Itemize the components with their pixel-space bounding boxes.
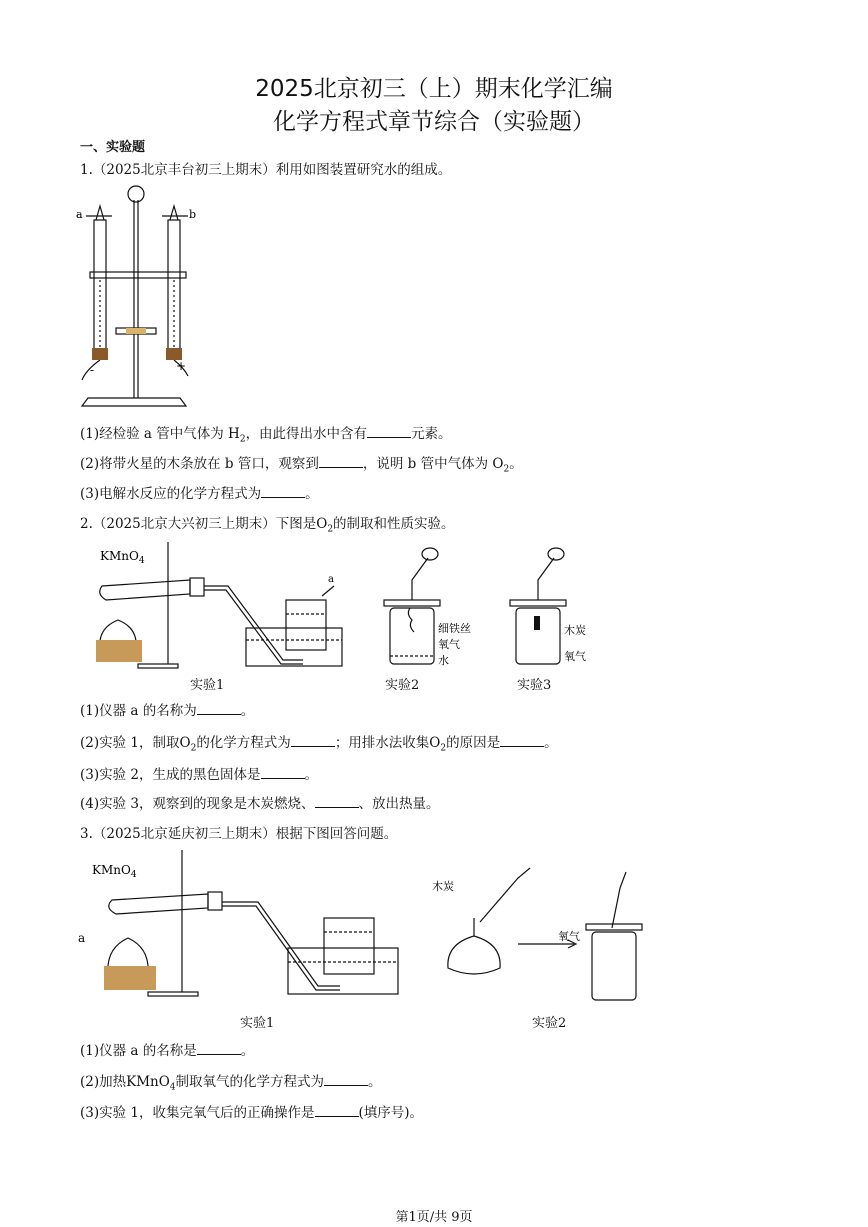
q1-label-a: a xyxy=(76,208,83,221)
q2-part2: (2)实验 1，制取$O_2$的化学方程式为 ；用排水法收集$O_2$的原因是 。 xyxy=(80,735,558,754)
q2-caption-2: 实验2 xyxy=(385,678,420,693)
q3-caption-1: 实验1 xyxy=(240,1016,275,1031)
q1-part1: (1)经检验 a 管中气体为 $H_2$，由此得出水中含有 元素。 xyxy=(80,426,452,445)
answer-blank[interactable] xyxy=(197,702,241,715)
q3-part1: (1)仪器 a 的名称是 。 xyxy=(80,1043,255,1059)
answer-blank[interactable] xyxy=(315,795,359,808)
q3-label-charcoal: 木炭 xyxy=(432,880,454,893)
answer-blank[interactable] xyxy=(315,1104,359,1117)
q2-label-kmno4: KMnO$_4$ xyxy=(100,549,145,566)
q2-experiments-figure xyxy=(78,540,598,670)
q2-part3: (3)实验 2，生成的黑色固体是 。 xyxy=(80,767,319,783)
answer-blank[interactable] xyxy=(319,455,363,468)
answer-blank[interactable] xyxy=(367,425,411,438)
answer-blank[interactable] xyxy=(291,734,335,747)
q3-part3: (3)实验 1，收集完氧气后的正确操作是 (填序号)。 xyxy=(80,1105,424,1121)
q2-label-charcoal: 木炭 xyxy=(564,624,586,637)
q1-stem: 1.（2025北京丰台初三上期末）利用如图装置研究水的组成。 xyxy=(80,162,452,178)
q2-part1: (1)仪器 a 的名称为 。 xyxy=(80,703,255,719)
page-subtitle: 化学方程式章节综合（实验题） xyxy=(273,109,595,135)
page-footer: 第1页/共 9页 xyxy=(395,1210,473,1225)
answer-blank[interactable] xyxy=(324,1073,368,1086)
q2-stem: 2.（2025北京大兴初三上期末）下图是$O_2$的制取和性质实验。 xyxy=(80,516,455,535)
q2-label-wire: 细铁丝 xyxy=(438,622,471,635)
q1-label-b: b xyxy=(189,208,196,221)
q2-label-oxygen: 氧气 xyxy=(438,638,460,651)
answer-blank[interactable] xyxy=(261,485,305,498)
answer-blank[interactable] xyxy=(500,734,544,747)
q1-part3: (3)电解水反应的化学方程式为 。 xyxy=(80,486,319,502)
q2-caption-3: 实验3 xyxy=(517,678,552,693)
section-heading: 一、实验题 xyxy=(80,140,146,155)
q3-experiments-figure xyxy=(78,848,648,1004)
answer-blank[interactable] xyxy=(197,1042,241,1055)
q1-label-minus: - xyxy=(90,363,95,377)
q3-label-oxygen: 氧气 xyxy=(558,930,580,943)
q2-part4: (4)实验 3，观察到的现象是木炭燃烧、 、放出热量。 xyxy=(80,796,440,812)
q3-label-a: a xyxy=(78,931,86,945)
page-title: 2025北京初三（上）期末化学汇编 xyxy=(255,76,613,102)
q2-label-oxygen2: 氧气 xyxy=(564,650,586,663)
q1-electrolysis-apparatus-figure xyxy=(76,180,196,412)
q3-label-kmno4: KMnO$_4$ xyxy=(92,863,137,880)
q2-caption-1: 实验1 xyxy=(190,678,225,693)
q3-part2: (2)加热KMnO$_4$制取氧气的化学方程式为 。 xyxy=(80,1074,382,1093)
q3-caption-2: 实验2 xyxy=(532,1016,567,1031)
q1-label-plus: + xyxy=(176,359,187,373)
answer-blank[interactable] xyxy=(261,766,305,779)
q1-part2: (2)将带火星的木条放在 b 管口，观察到 ，说明 b 管中气体为 $O_2$。 xyxy=(80,456,523,475)
q3-stem: 3.（2025北京延庆初三上期末）根据下图回答问题。 xyxy=(80,826,398,842)
q2-label-a: a xyxy=(328,574,334,585)
q2-label-water: 水 xyxy=(438,654,449,667)
